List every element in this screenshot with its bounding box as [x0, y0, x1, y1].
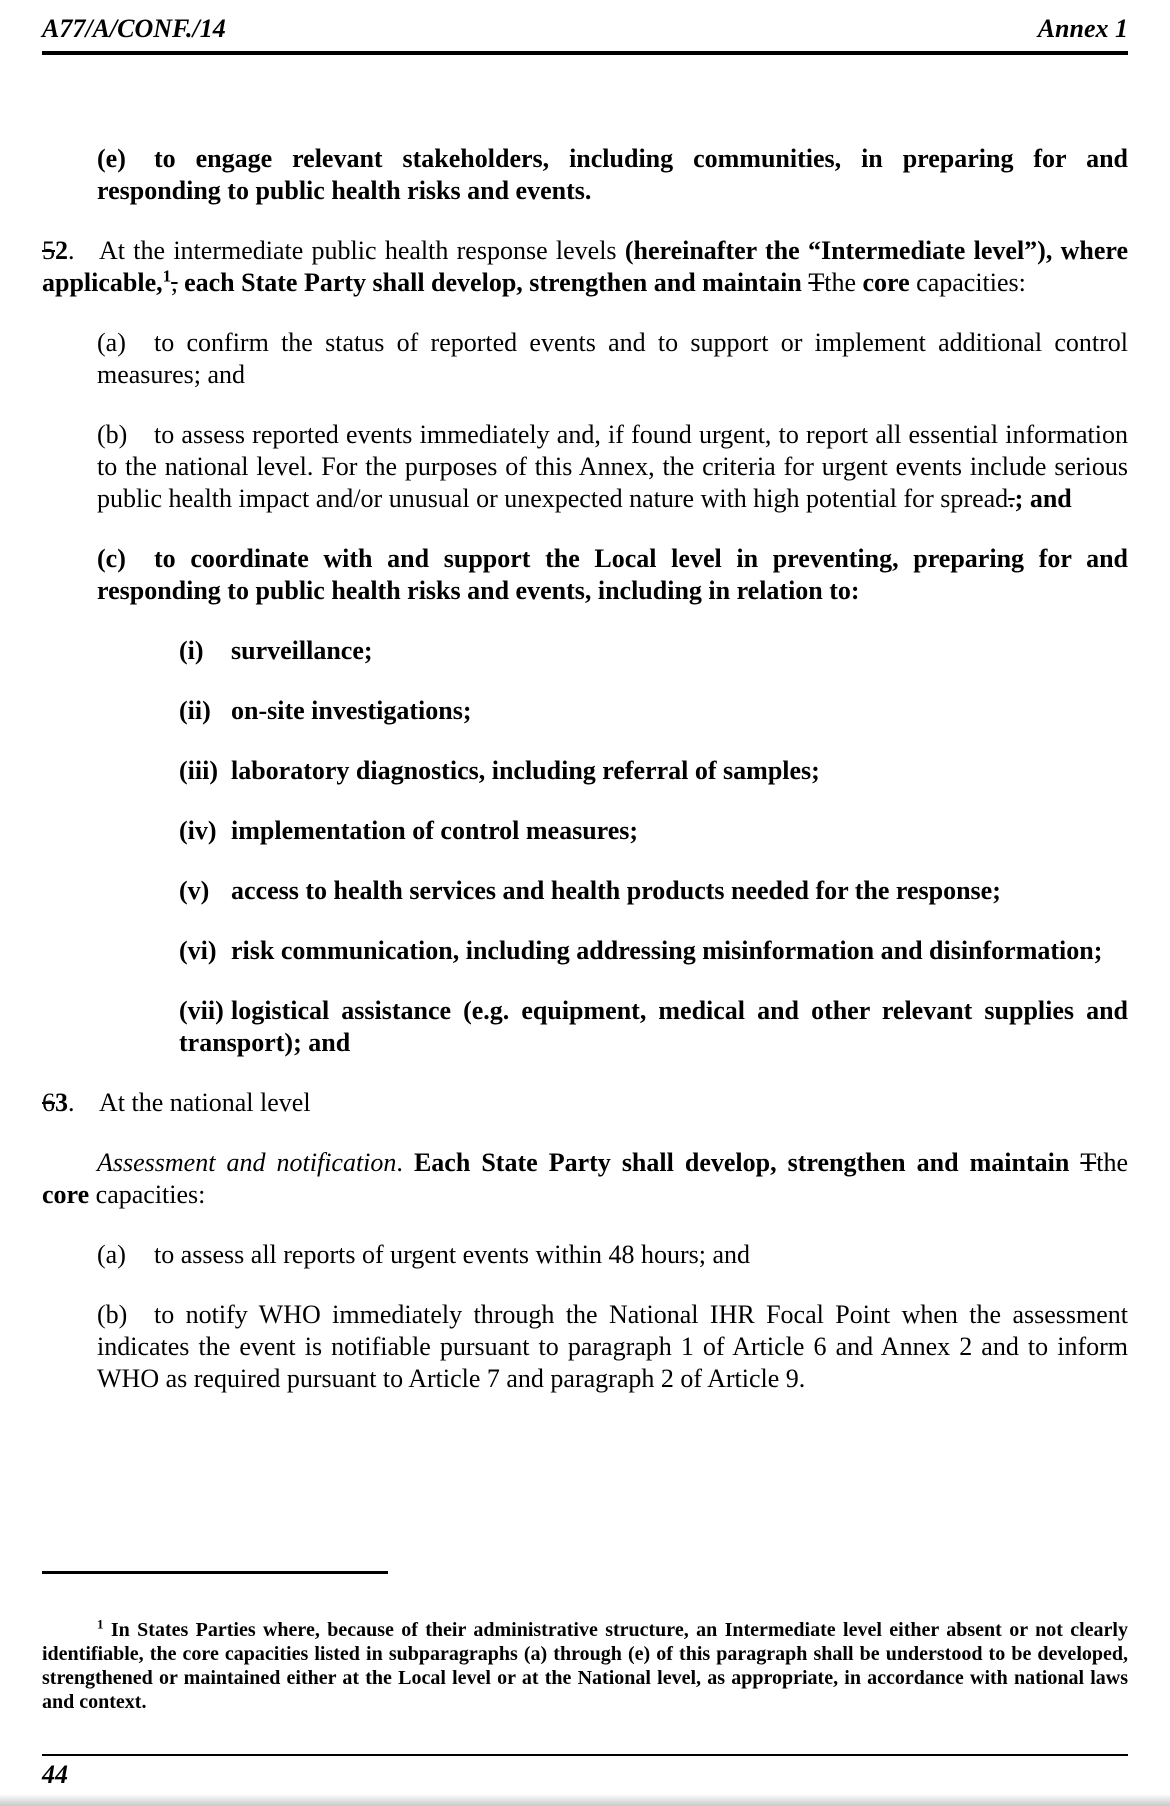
para-52-text: At the intermediate public health response levels (hereinafter the “Intermediate level”), where applicable,$^1$, each State Party shall develop, strengthen and maintain Tthe core capacities: [42, 236, 1128, 297]
para-nat-b-text: to notify WHO immediately through the National IHR Focal Point when the assessment indicates the event is notifiable pursuant to paragraph 1 of Article 6 and Annex 2 and to inform WHO as required pursuant to Article 7 and paragraph 2 of Article 9. [97, 1300, 1128, 1393]
item-i [179, 635, 1128, 667]
para-52b-text: to assess reported events immediately and, if found urgent, to report all essential information to the national level. For the purposes of this Annex, the criteria for urgent events include serious public health impact and/or unusual or unexpected nature with high potential for spread.; and [97, 420, 1128, 513]
item-iv-label: (iv) [179, 816, 217, 845]
page-number: 44 [42, 1760, 68, 1789]
para-52c-text: to coordinate with and support the Local level in preventing, preparing for and responding to public health risks and events, including in relation to: [97, 544, 1128, 605]
item-iv [179, 815, 1128, 847]
footnote-text: $^1$ In States Parties where, because of their administrative structure, an Intermediate level either absent or not clearly identifiable, the core capacities listed in subparagraphs (a) through (e) of this paragraph shall be understood to be developed, strengthened or maintained either at the Local level or at the National level, as appropriate, in accordance with national laws and context. [42, 1616, 1128, 1713]
page-bottom-edge [0, 1794, 1170, 1806]
para-52-label: 52. [42, 236, 75, 265]
item-iv-text: implementation of control measures; [231, 816, 639, 845]
para-52a [97, 327, 1128, 391]
header-doc-code: A77/A/CONF./14 [42, 14, 226, 43]
para-63-text: At the national level [99, 1088, 311, 1117]
item-v-label: (v) [179, 876, 210, 905]
para-nat-a [97, 1239, 1128, 1271]
para-nat-a-text: to assess all reports of urgent events within 48 hours; and [154, 1240, 750, 1269]
footnote-separator-rule [42, 1571, 388, 1574]
page-header [42, 14, 1128, 44]
para-nat-a-label: (a) [97, 1240, 126, 1269]
item-i-text: surveillance; [231, 636, 373, 665]
item-vii-text: logistical assistance (e.g. equipment, medical and other relevant supplies and transport); and [179, 996, 1128, 1057]
header-annex-label: Annex 1 [1037, 14, 1128, 43]
para-assessment-text: Assessment and notification. Each State Party shall develop, strengthen and maintain Tthe core capacities: [42, 1148, 1128, 1209]
item-ii-text: on-site investigations; [231, 696, 472, 725]
item-iii-label: (iii) [179, 756, 218, 785]
item-ii [179, 695, 1128, 727]
para-nat-b [97, 1299, 1128, 1395]
para-52c [97, 543, 1128, 607]
footnote-and-footer [42, 1571, 1128, 1806]
para-e-text: to engage relevant stakeholders, including communities, in preparing for and responding to public health risks and events. [97, 144, 1128, 205]
item-v-text: access to health services and health products needed for the response; [231, 876, 1001, 905]
item-vii-label: (vii) [179, 996, 224, 1025]
header-rule [42, 51, 1128, 55]
para-63-label: 63. [42, 1088, 75, 1117]
para-52 [42, 235, 1128, 299]
para-e [97, 143, 1128, 207]
item-ii-label: (ii) [179, 696, 211, 725]
item-vi-text: risk communication, including addressing misinformation and disinformation; [231, 936, 1103, 965]
item-vii [179, 995, 1128, 1059]
document-body [42, 143, 1128, 1423]
item-vi [179, 935, 1128, 967]
item-vi-label: (vi) [179, 936, 217, 965]
para-63 [42, 1087, 1128, 1119]
para-assessment [42, 1147, 1128, 1211]
para-e-label: (e) [97, 144, 126, 173]
para-52a-label: (a) [97, 328, 126, 357]
para-52a-text: to confirm the status of reported events and to support or implement additional control measures; and [97, 328, 1128, 389]
item-i-label: (i) [179, 636, 204, 665]
item-iii-text: laboratory diagnostics, including referral of samples; [231, 756, 820, 785]
para-52b [97, 419, 1128, 515]
para-52b-label: (b) [97, 420, 128, 449]
item-v [179, 875, 1128, 907]
item-iii [179, 755, 1128, 787]
footnote [42, 1618, 1128, 1714]
para-nat-b-label: (b) [97, 1300, 128, 1329]
para-52c-label: (c) [97, 544, 126, 573]
footer-rule [42, 1754, 1128, 1756]
